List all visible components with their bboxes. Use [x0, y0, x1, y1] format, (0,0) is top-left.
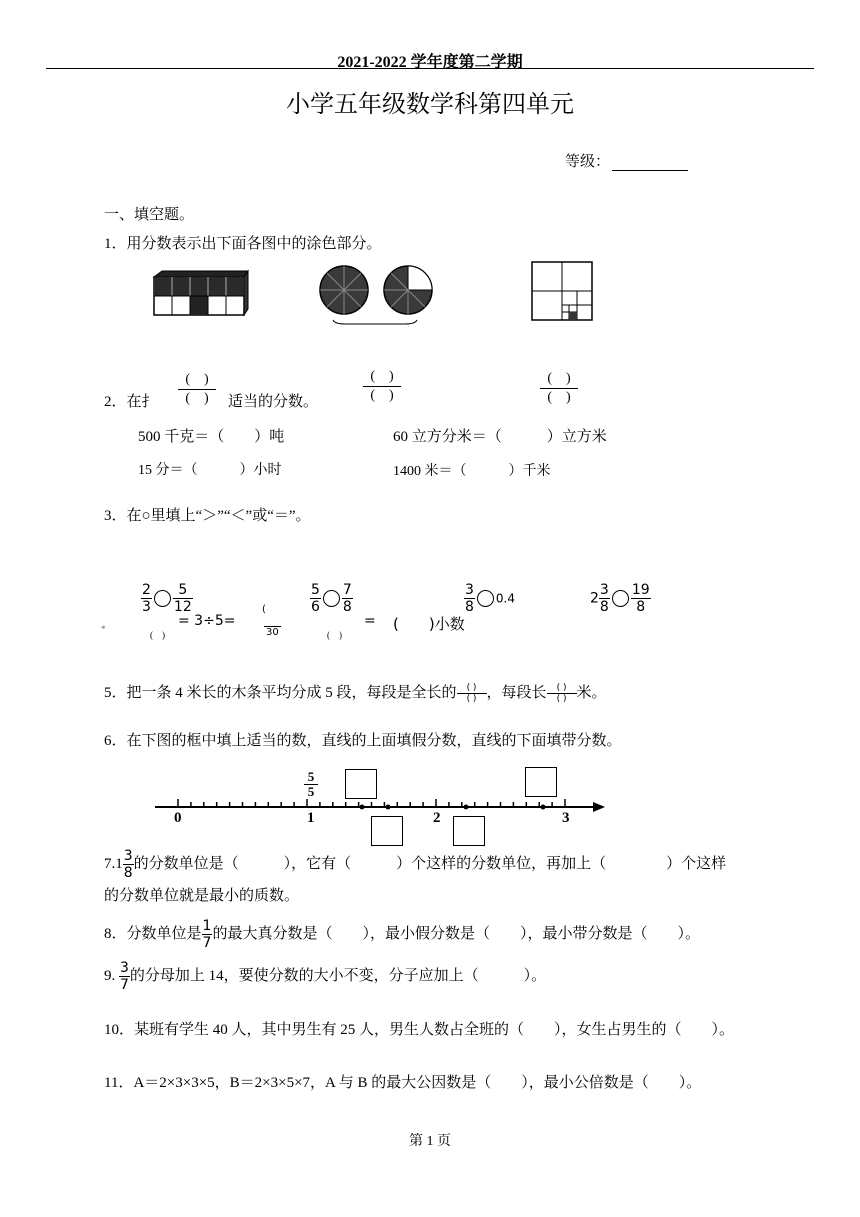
q7-text-b: 的分数单位是（ ），它有（ ）个这样的分数单位，再加上（ ）个这样	[133, 855, 727, 872]
question-10: 10．某班有学生 40 人，其中男生有 25 人，男生人数占全班的（ ），女生占男生的（ ）。	[104, 1022, 735, 1038]
q4-overlap-text-b: (	[262, 604, 266, 615]
q2-item-4: 1400 米＝（ ）千米	[393, 464, 551, 479]
header-rule	[46, 68, 814, 69]
question-11: 11．A＝2×3×3×5，B＝2×3×5×7，A 与 B 的最大公因数是（ ），最小公倍数是（ ）。	[104, 1075, 702, 1091]
frac-numerator: ( )	[457, 683, 487, 694]
q3-compare-1	[141, 582, 193, 615]
compare-circle-1[interactable]	[154, 590, 171, 607]
question-1: 1．用分数表示出下面各图中的涂色部分。	[104, 236, 382, 252]
page-title: 小学五年级数学科第四单元	[286, 92, 574, 118]
question-8	[104, 918, 700, 951]
frac-numerator: 2	[142, 582, 151, 598]
q8-text-a: 8．分数单位是	[104, 925, 202, 942]
frac-numerator: 5	[304, 770, 318, 785]
question-9	[104, 960, 546, 993]
frac-denominator: 12	[173, 599, 192, 615]
frac-denominator: 8	[599, 599, 609, 615]
q4-overlap-text-c: 30	[266, 627, 279, 638]
q5-fraction-blank-2[interactable]	[547, 683, 577, 704]
number-line-box-lower-1[interactable]	[371, 816, 403, 846]
frac-denominator: 7	[120, 977, 129, 993]
q4-overlap-text-a: = 3÷5=	[178, 613, 236, 629]
q3-compare-4	[590, 582, 651, 615]
q3-compare-3	[464, 582, 515, 615]
q3-compare-2	[310, 582, 353, 615]
frac-denominator: 8	[465, 599, 474, 615]
question-2-prefix	[104, 390, 157, 411]
frac-numerator: 7	[342, 582, 352, 598]
frac-denominator: ( )	[556, 694, 567, 705]
frac-denominator: ( )	[370, 388, 394, 403]
number-line-box-lower-2[interactable]	[453, 816, 485, 846]
q5-text-a: 5．把一条 4 米长的木条平均分成 5 段，每段是全长的	[104, 685, 457, 701]
q4-overlap-text-d: =	[364, 613, 376, 629]
frac-numerator: 1	[202, 918, 212, 934]
number-line-label-2: 2	[433, 810, 441, 826]
mixed-whole: 2	[590, 590, 599, 607]
frac-numerator: 3	[599, 582, 609, 598]
compare-circle-4[interactable]	[612, 590, 629, 607]
q9-text-b: 的分母加上 14，要使分数的大小不变，分子应加上（ ）。	[129, 967, 547, 984]
frac-denominator: 6	[311, 599, 320, 615]
q4-overlap-paren-1: ( )	[150, 630, 165, 640]
q4-overlap-mark: *	[101, 624, 106, 634]
number-line-fraction	[304, 770, 318, 799]
page-number: 第 1 页	[409, 1134, 451, 1149]
frac-denominator: 8	[123, 865, 133, 881]
q5-fraction-blank-1[interactable]	[457, 683, 487, 704]
question-5	[104, 681, 607, 704]
section-fill-in-title: 一、填空题。	[104, 207, 195, 223]
q7-number: 7.	[104, 855, 116, 872]
frac-denominator: ( )	[185, 391, 209, 406]
q2-prefix-text: 2．在	[104, 394, 142, 410]
frac-numerator: ( )	[178, 371, 216, 390]
question-3: 3．在○里填上“＞”“＜”或“＝”。	[104, 508, 311, 524]
number-line-label-3: 3	[562, 810, 570, 826]
frac-numerator: 5	[173, 582, 193, 599]
compare-circle-3[interactable]	[477, 590, 494, 607]
grade-label: 等级：	[565, 154, 611, 170]
q2-item-2: 60 立方分米＝（ ）立方米	[393, 429, 607, 445]
frac-numerator: 19	[631, 582, 650, 598]
number-line-label-0: 0	[174, 810, 182, 826]
q2-item-1: 500 千克＝（ ）吨	[138, 429, 285, 445]
frac-numerator: ( )	[547, 683, 577, 694]
grade-field	[565, 150, 688, 171]
frac-denominator: 5	[307, 784, 315, 799]
frac-numerator: ( )	[540, 370, 578, 389]
q2-cut-text: 扌	[141, 394, 157, 410]
q8-text-b: 的最大真分数是（ ），最小假分数是（ ），最小带分数是（ ）。	[212, 925, 700, 942]
compare-circle-2[interactable]	[323, 590, 340, 607]
q1-figure-cubes	[150, 268, 250, 320]
number-line-box-upper-2[interactable]	[525, 767, 557, 797]
frac-numerator: 5	[311, 582, 320, 598]
q1-figure-circles	[315, 262, 435, 330]
number-line-label-1: 1	[307, 810, 315, 826]
grade-blank[interactable]	[612, 156, 688, 171]
term-header: 2021-2022 学年度第二学期	[337, 54, 523, 71]
q5-text-b: ，每段长	[486, 685, 547, 701]
frac-numerator: ( )	[363, 368, 401, 387]
q2-item-3: 15 分＝（ ）小时	[138, 463, 282, 478]
frac-denominator: ( )	[466, 694, 477, 705]
question-6: 6．在下图的框中填上适当的数，直线的上面填假分数，直线的下面填带分数。	[104, 733, 622, 749]
question-7	[104, 848, 726, 881]
compare-value: 0.4	[495, 591, 516, 606]
frac-denominator: ( )	[547, 390, 571, 405]
number-line-box-upper-1[interactable]	[345, 769, 377, 799]
q2-fraction-blank-1[interactable]	[178, 371, 216, 408]
q2-fraction-blank-3[interactable]	[540, 370, 578, 407]
q4-overlap-paren-2: ( )	[327, 630, 342, 640]
question-2-suffix: 适当的分数。	[228, 394, 319, 410]
q5-text-c: 米。	[576, 685, 607, 701]
frac-denominator: 8	[636, 599, 646, 615]
question-7-cont: 的分数单位就是最小的质数。	[104, 888, 300, 904]
frac-denominator: 3	[142, 599, 151, 615]
q4-overlap-text-e: ( )小数	[393, 615, 465, 633]
frac-denominator: 7	[202, 935, 212, 951]
q2-fraction-blank-2[interactable]	[363, 368, 401, 405]
q9-number: 9.	[104, 967, 116, 984]
frac-numerator: 3	[123, 848, 133, 864]
frac-denominator: 8	[342, 599, 352, 615]
q1-figure-squares	[529, 260, 595, 324]
mixed-whole: 1	[115, 855, 123, 872]
frac-numerator: 3	[465, 582, 474, 598]
frac-numerator: 3	[120, 960, 129, 976]
